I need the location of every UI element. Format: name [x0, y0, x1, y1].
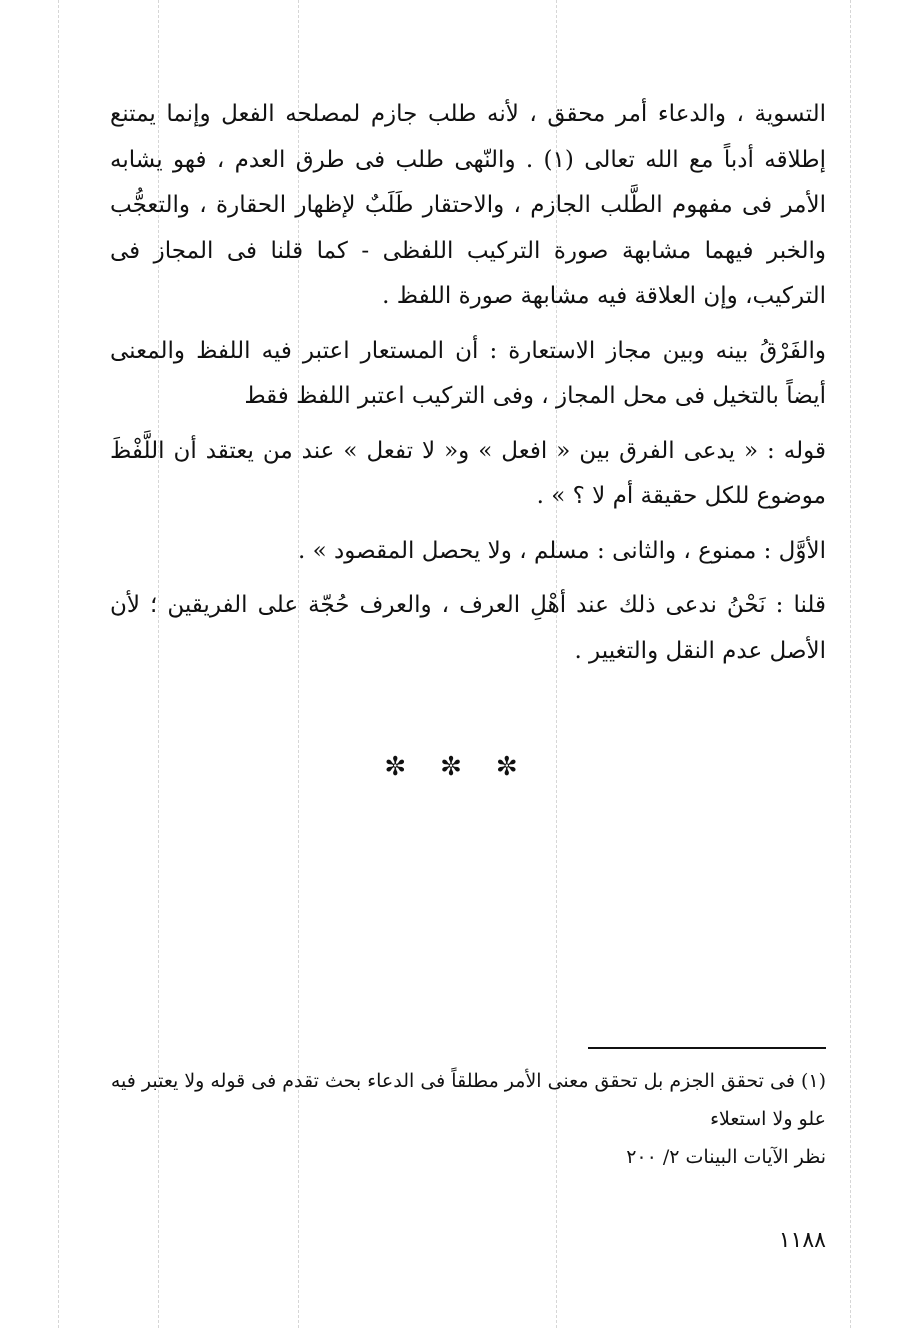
footnote-line: نظر الآيات البينات ٢/ ٢٠٠: [626, 1146, 826, 1168]
section-separator: ✼✼✼: [384, 752, 552, 782]
footnote-divider: [588, 1047, 826, 1049]
page-number: ١١٨٨: [778, 1228, 826, 1253]
paragraph: الأوَّل : ممنوع ، والثانى : مسلم ، ولا يحصل المقصود » .: [298, 537, 826, 564]
main-text: [110, 92, 826, 674]
scan-guide-line: [58, 0, 59, 1328]
paragraph: التسوية ، والدعاء أمر محقق ، لأنه طلب جازم لمصلحه الفعل وإنما يمتنع إطلاقه أدباً مع الله تعالى (١) . والنّهى طلب فى طرق العدم ، فهو يشابه الأمر فى مفهوم الطَّلب الجازم ، والاحتقار طَلَبٌ لإظهار الحقارة ، والتعجُّب والخبر فيهما مشابهة صورة التركيب اللفظى - كما قلنا فى المجاز فى التركيب، وإن العلاقة فيه مشابهة صورة اللفظ .: [110, 101, 826, 309]
footnotes: [110, 1062, 826, 1176]
scan-guide-line: [850, 0, 851, 1328]
paragraph: قوله : « يدعى الفرق بين « افعل » و« لا تفعل » عند من يعتقد أن اللَّفْظَ موضوع للكل حقيقة أم لا ؟ » .: [110, 437, 826, 509]
footnote-line: (١) فى تحقق الجزم بل تحقق معنى الأمر مطلقاً فى الدعاء بحث تقدم فى قوله ولا يعتبر فيه علو ولا استعلاء: [110, 1070, 826, 1130]
paragraph: قلنا : نَحْنُ ندعى ذلك عند أهْلِ العرف ، والعرف حُجّة على الفريقين ؛ لأن الأصل عدم النقل والتغيير .: [110, 592, 826, 664]
paragraph: والفَرْقُ بينه وبين مجاز الاستعارة : أن المستعار اعتبر فيه اللفظ والمعنى أيضاً بالتخيل فى محل المجاز ، وفى التركيب اعتبر اللفظ فقط: [110, 337, 826, 409]
